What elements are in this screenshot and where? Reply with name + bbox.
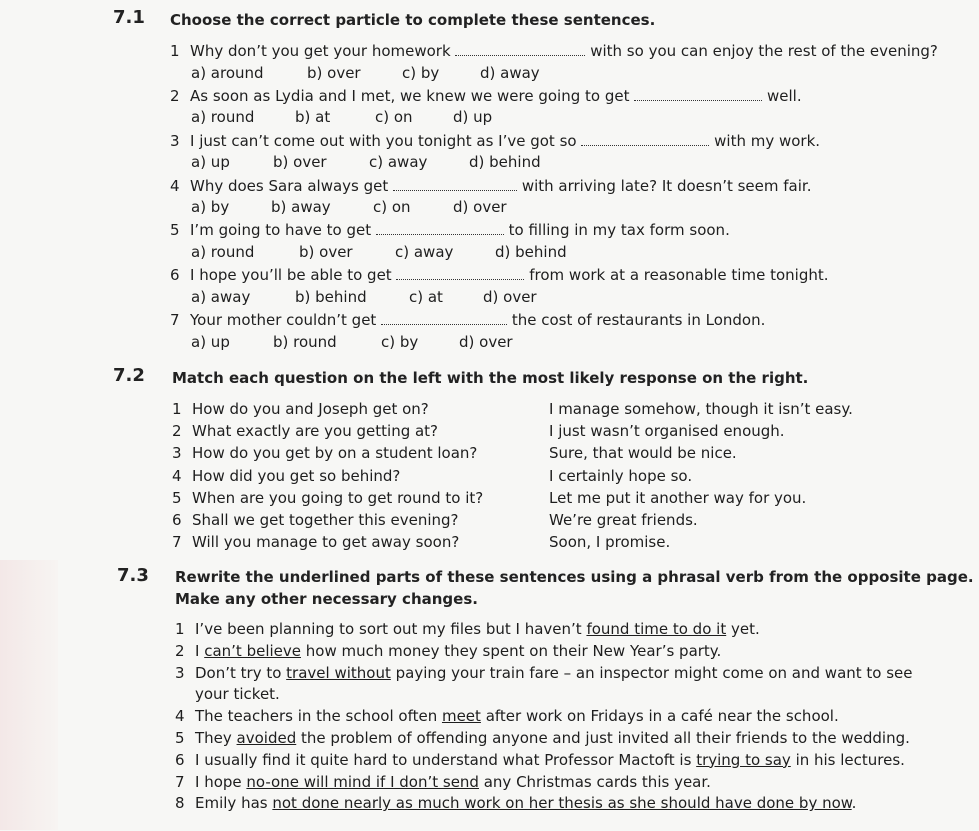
- option-d[interactable]: d) over: [453, 198, 507, 216]
- option-a[interactable]: a) up: [191, 333, 230, 351]
- sentence-start: I’m going to have to get: [190, 221, 372, 239]
- answer-blank[interactable]: [381, 312, 507, 325]
- item-number: 1: [170, 42, 180, 60]
- page-edge-shadow: [0, 560, 58, 830]
- list-item: 3 Don’t try to travel without paying your train fare – an inspector might come on and want to see: [175, 663, 913, 682]
- answer-blank[interactable]: [376, 222, 504, 235]
- list-item: 3 How do you get by on a student loan?: [172, 444, 478, 463]
- sentence-start: I just can’t come out with you tonight as I’ve got so: [190, 132, 577, 150]
- sentence-end: well.: [767, 87, 802, 105]
- option-b[interactable]: b) round: [273, 333, 337, 351]
- item-number: 4: [170, 177, 180, 195]
- list-item: 8 Emily has not done nearly as much work on her thesis as she should have done by now.: [175, 794, 857, 813]
- list-item: your ticket.: [195, 685, 280, 704]
- option-b[interactable]: b) at: [295, 108, 331, 126]
- option-d[interactable]: d) up: [453, 108, 493, 126]
- option-c[interactable]: c) on: [375, 108, 413, 126]
- sentence-start: Your mother couldn’t get: [190, 311, 377, 329]
- responses-list: [549, 398, 853, 553]
- list-item: Soon, I promise.: [549, 533, 671, 552]
- sentence-end: with my work.: [714, 132, 821, 150]
- question-7-1-5: [170, 221, 730, 239]
- questions-list: [172, 398, 483, 553]
- list-item: 2 I can’t believe how much money they spent on their New Year’s party.: [175, 641, 722, 660]
- option-c[interactable]: c) away: [369, 153, 428, 171]
- option-a[interactable]: a) around: [191, 64, 264, 82]
- option-a[interactable]: a) up: [191, 153, 230, 171]
- question-7-1-1: [170, 42, 938, 60]
- section-7-2-number: 7.2: [113, 365, 145, 386]
- answer-blank[interactable]: [581, 133, 709, 146]
- options-7-1-1: [191, 64, 540, 82]
- question-7-1-2: [170, 87, 802, 105]
- list-item: 1 How do you and Joseph get on?: [172, 400, 429, 418]
- list-item: We’re great friends.: [549, 511, 698, 530]
- sentence-end: with arriving late? It doesn’t seem fair.: [521, 177, 812, 195]
- options-7-1-2: [191, 108, 492, 126]
- section-7-3-number: 7.3: [117, 565, 149, 586]
- option-b[interactable]: b) away: [271, 198, 331, 216]
- option-c[interactable]: c) by: [402, 64, 440, 82]
- options-7-1-3: [191, 153, 541, 171]
- list-item: 1 I’ve been planning to sort out my files but I haven’t found time to do it yet.: [175, 620, 760, 638]
- item-number: 7: [170, 311, 180, 329]
- item-number: 5: [170, 221, 180, 239]
- options-7-1-7: [191, 333, 513, 351]
- item-number: 2: [170, 87, 180, 105]
- list-item: 6 I usually find it quite hard to understand what Professor Mactoft is trying to say in his lectures.: [175, 750, 905, 769]
- sentence-end: from work at a reasonable time tonight.: [529, 266, 829, 284]
- question-7-1-3: [170, 132, 820, 150]
- option-a[interactable]: a) round: [191, 108, 255, 126]
- list-item: 7 I hope no-one will mind if I don’t send any Christmas cards this year.: [175, 772, 711, 791]
- option-a[interactable]: a) round: [191, 243, 255, 261]
- list-item: 4 How did you get so behind?: [172, 466, 401, 485]
- list-item: 7 Will you manage to get away soon?: [172, 533, 460, 552]
- option-c[interactable]: c) at: [409, 288, 443, 306]
- option-c[interactable]: c) on: [373, 198, 411, 216]
- option-d[interactable]: d) away: [480, 64, 540, 82]
- list-item: 6 Shall we get together this evening?: [172, 511, 459, 530]
- answer-blank[interactable]: [634, 88, 762, 101]
- option-b[interactable]: b) behind: [295, 288, 367, 306]
- sentence-start: Why does Sara always get: [190, 177, 389, 195]
- rewrite-list: [175, 619, 913, 815]
- list-item: 4 The teachers in the school often meet after work on Fridays in a café near the school.: [175, 707, 839, 726]
- sentence-end: to filling in my tax form soon.: [508, 221, 730, 239]
- section-7-3-title-line2: Make any other necessary changes.: [175, 590, 478, 608]
- sentence-start: As soon as Lydia and I met, we knew we were going to get: [190, 87, 630, 105]
- list-item: 2 What exactly are you getting at?: [172, 422, 439, 441]
- option-b[interactable]: b) over: [299, 243, 353, 261]
- options-7-1-6: [191, 288, 537, 306]
- question-7-1-6: [170, 266, 829, 284]
- sentence-end: the cost of restaurants in London.: [511, 311, 766, 329]
- option-c[interactable]: c) away: [395, 243, 454, 261]
- option-c[interactable]: c) by: [381, 333, 419, 351]
- option-d[interactable]: d) over: [459, 333, 513, 351]
- sentence-start: I hope you’ll be able to get: [190, 266, 392, 284]
- item-number: 3: [170, 132, 180, 150]
- question-7-1-4: [170, 177, 811, 195]
- option-a[interactable]: a) by: [191, 198, 230, 216]
- answer-blank[interactable]: [455, 43, 585, 56]
- option-a[interactable]: a) away: [191, 288, 251, 306]
- section-7-2-title: Match each question on the left with the most likely response on the right.: [172, 369, 809, 387]
- options-7-1-4: [191, 198, 507, 216]
- section-7-3-title: Rewrite the underlined parts of these sentences using a phrasal verb from the opposite page.: [175, 568, 974, 586]
- option-b[interactable]: b) over: [273, 153, 327, 171]
- list-item: Sure, that would be nice.: [549, 444, 737, 463]
- list-item: Let me put it another way for you.: [549, 488, 807, 507]
- option-b[interactable]: b) over: [307, 64, 361, 82]
- sentence-end: with so you can enjoy the rest of the evening?: [590, 42, 938, 60]
- option-d[interactable]: d) behind: [469, 153, 541, 171]
- answer-blank[interactable]: [393, 178, 517, 191]
- answer-blank[interactable]: [396, 267, 524, 280]
- sentence-start: Why don’t you get your homework: [190, 42, 451, 60]
- section-7-1-title: Choose the correct particle to complete these sentences.: [170, 11, 656, 29]
- options-7-1-5: [191, 243, 567, 261]
- list-item: I manage somehow, though it isn’t easy.: [549, 400, 853, 418]
- item-number: 6: [170, 266, 180, 284]
- list-item: I just wasn’t organised enough.: [549, 422, 785, 441]
- question-7-1-7: [170, 311, 765, 329]
- list-item: I certainly hope so.: [549, 466, 693, 485]
- list-item: 5 When are you going to get round to it?: [172, 488, 484, 507]
- option-d[interactable]: d) over: [483, 288, 537, 306]
- option-d[interactable]: d) behind: [495, 243, 567, 261]
- list-item: 5 They avoided the problem of offending anyone and just invited all their friends to the wedding.: [175, 728, 910, 747]
- section-7-1-number: 7.1: [113, 7, 145, 28]
